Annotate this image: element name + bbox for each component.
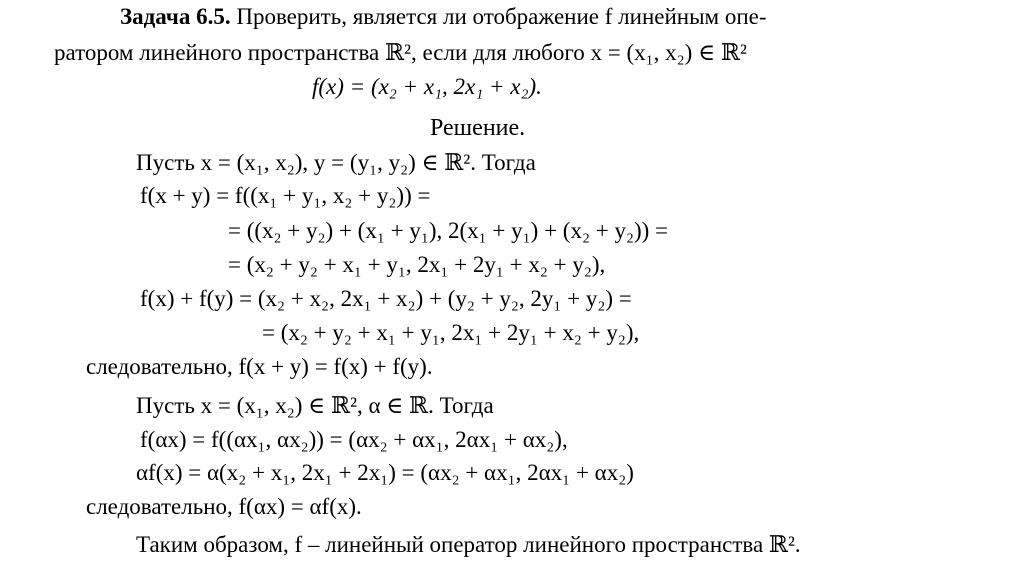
problem-label: Задача 6.5. — [120, 4, 231, 29]
solution-line-7: следовательно, f(x + y) = f(x) + f(y). — [86, 354, 433, 379]
statement-line-2: ратором линейного пространства ℝ², если для любого x = (x₁, x₂) ∈ ℝ² — [54, 40, 747, 65]
solution-line-11: следовательно, f(αx) = αf(x). — [86, 494, 362, 519]
solution-line-10: αf(x) = α(x₂ + x₁, 2x₁ + 2x₁) = (αx₂ + αx₁, 2αx₁ + αx₂) — [136, 460, 634, 485]
solution-line-2: f(x + y) = f((x₁ + y₁, x₂ + y₂)) = — [140, 183, 431, 208]
solution-line-12: Таким образом, f – линейный оператор линейного пространства ℝ². — [136, 532, 801, 557]
solution-line-1: Пусть x = (x₁, x₂), y = (y₁, y₂) ∈ ℝ². Тогда — [136, 150, 536, 175]
problem-formula: f(x) = (x₂ + x₁, 2x₁ + x₂). — [312, 74, 542, 99]
solution-line-9: f(αx) = f((αx₁, αx₂)) = (αx₂ + αx₁, 2αx₁ + αx₂), — [140, 427, 568, 452]
solution-line-5: f(x) + f(y) = (x₂ + x₂, 2x₁ + x₂) + (y₂ + y₂, 2y₁ + y₂) = — [140, 286, 632, 311]
statement-line-1: Проверить, является ли отображение f линейным опе- — [236, 4, 767, 29]
problem-heading-line — [120, 4, 767, 30]
solution-line-6: = (x₂ + y₂ + x₁ + y₁, 2x₁ + 2y₁ + x₂ + y₂), — [262, 320, 640, 345]
solution-line-3: = ((x₂ + y₂) + (x₁ + y₁), 2(x₁ + y₁) + (x₂ + y₂)) = — [228, 218, 669, 243]
solution-title: Решение. — [430, 115, 526, 141]
solution-line-4: = (x₂ + y₂ + x₁ + y₁, 2x₁ + 2y₁ + x₂ + y₂), — [228, 252, 606, 277]
solution-line-8: Пусть x = (x₁, x₂) ∈ ℝ², α ∈ ℝ. Тогда — [136, 393, 494, 418]
